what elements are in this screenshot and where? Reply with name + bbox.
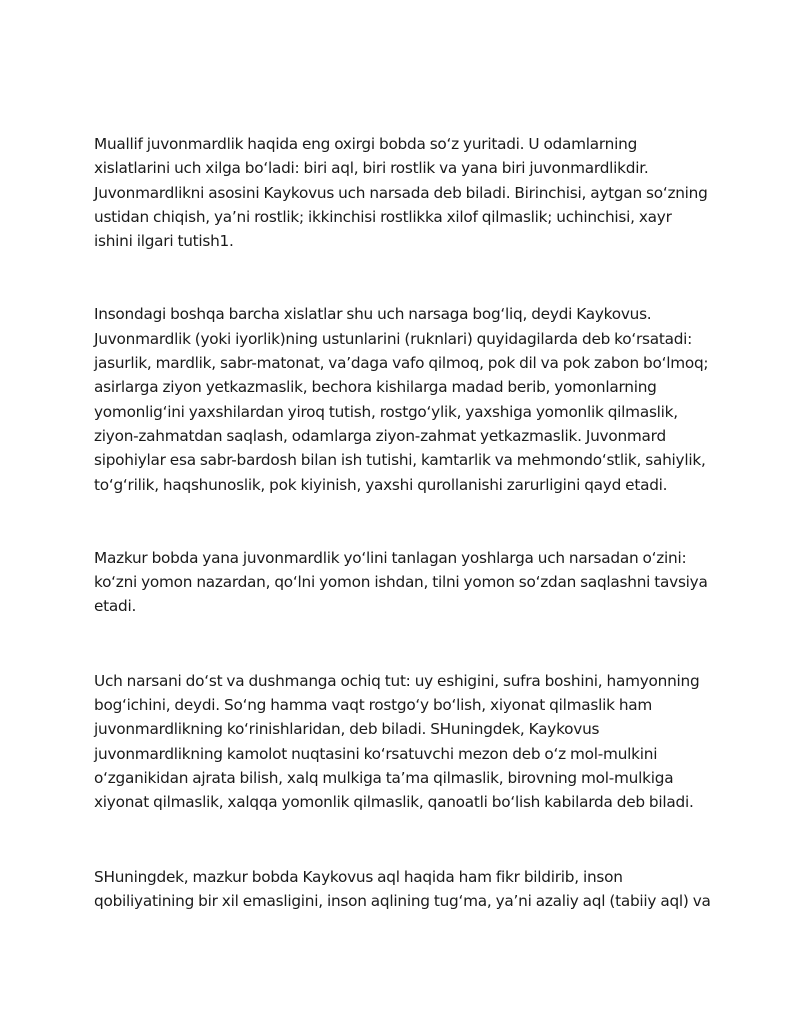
paragraph-3: Mazkur bobda yana juvonmardlik yo‘lini tanlagan yoshlarga uch narsadan o‘zini: ko‘zni yomon nazardan, qo‘lni yomon ishdan, tilni yomon so‘zdan saqlashni tavsiya etadi. (94, 548, 708, 616)
paragraph-5: SHuningdek, mazkur bobda Kaykovus aql haqida ham fikr bildirib, inson qobiliyatining bir xil emasligini, inson aqlining tug‘ma, ya’ni azaliy aql (tabiiy aql) va (94, 867, 711, 910)
paragraph-1: Muallif juvonmardlik haqida eng oxirgi bobda so‘z yuritadi. U odamlarning xislatlarini uch xilga bo‘ladi: biri aql, biri rostlik va yana biri juvonmardlikdir. Juvonmardlikni asosini Kaykovus uch narsada deb biladi. Birinchisi, aytgan so‘zning ustidan chiqish, ya’ni rostlik; ikkinchisi rostlikka xilof qilmaslik; uchinchisi, xayr ishini ilgari tutish1. (94, 135, 708, 251)
document-body (94, 132, 714, 913)
paragraph-4: Uch narsani do‘st va dushmanga ochiq tut: uy eshigini, sufra boshini, hamyonning bog‘ichini, deydi. So‘ng hamma vaqt rostgo‘y bo‘lish, xiyonat qilmaslik ham juvonmardlikning ko‘rinishlaridan, deb biladi. SHuningdek, Kaykovus juvonmardlikning kamolot nuqtasini ko‘rsatuvchi mezon deb o‘z mol-mulkini o‘zganikidan ajrata bilish, xalq mulkiga ta’ma qilmaslik, birovning mol-mulkiga xiyonat qilmaslik, xalqqa yomonlik qilmaslik, qanoatli bo‘lish kabilarda deb biladi. (94, 671, 700, 812)
paragraph-2: Insondagi boshqa barcha xislatlar shu uch narsaga bog‘liq, deydi Kaykovus. Juvonmardlik (yoki iyorlik)ning ustunlarini (ruknlari) quyidagilarda deb ko‘rsatadi: jasurlik, mardlik, sabr-matonat, va’daga vafo qilmoq, pok dil va pok zabon bo‘lmoq; asirlarga ziyon yetkazmaslik, bechora kishilarga madad berib, yomonlarning yomonlig‘ini yaxshilardan yiroq tutish, rostgo‘ylik, yaxshiga yomonlik qilmaslik, ziyon-zahmatdan saqlash, odamlarga ziyon-zahmat yetkazmaslik. Juvonmard sipohiylar esa sabr-bardosh bilan ish tutishi, kamtarlik va mehmondo‘stlik, sahiylik, to‘g‘rilik, haqshunoslik, pok kiyinish, yaxshi qurollanishi zarurligini qayd etadi. (94, 305, 709, 494)
